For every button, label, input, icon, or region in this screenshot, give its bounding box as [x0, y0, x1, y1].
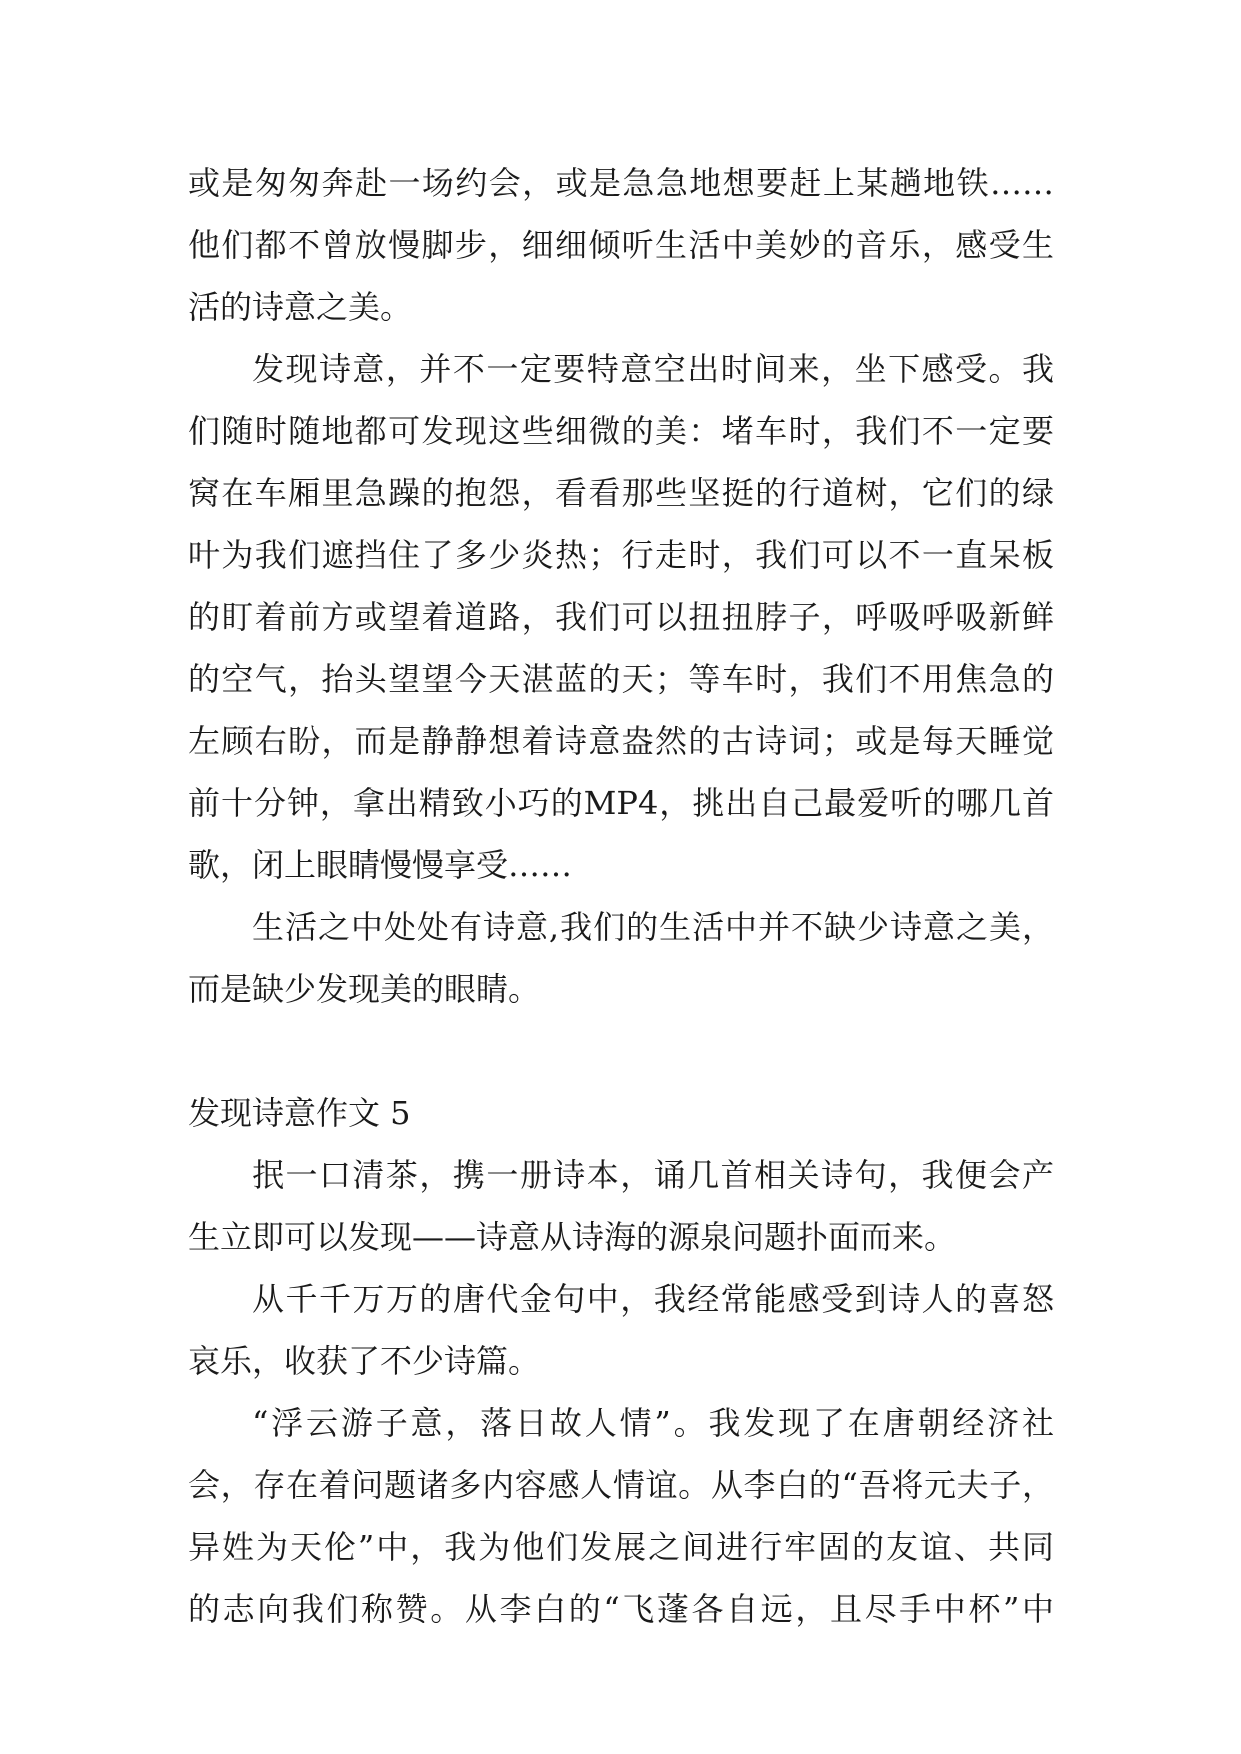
text-line: 哀乐，收获了不少诗篇。: [188, 1342, 541, 1380]
text-line: 活的诗意之美。: [188, 288, 413, 326]
text-line: 歌，闭上眼睛慢慢享受……: [188, 846, 573, 884]
text-line: 或是匆匆奔赴一场约会，或是急急地想要赶上某趟地铁……: [188, 164, 1054, 202]
document-page: [188, 152, 1054, 1640]
paragraph-5: [188, 1268, 1054, 1392]
text-line: 生立即可以发现——诗意从诗海的源泉问题扑面而来。: [188, 1218, 957, 1256]
paragraph-2: [188, 338, 1054, 896]
text-line: 他们都不曾放慢脚步，细细倾听生活中美妙的音乐，感受生: [188, 226, 1054, 264]
text-line: 会，存在着问题诸多内容感人情谊。从李白的“吾将元夫子，: [188, 1466, 1054, 1504]
text-line: 的志向我们称赞。从李白的“飞蓬各自远，且尽手中杯”中: [188, 1590, 1054, 1628]
text-line: 左顾右盼，而是静静想着诗意盎然的古诗词；或是每天睡觉: [188, 722, 1054, 760]
text-line: 发现诗意，并不一定要特意空出时间来，坐下感受。我: [252, 350, 1054, 388]
blank-line: [188, 1020, 1054, 1082]
text-line: “浮云游子意，落日故人情”。我发现了在唐朝经济社: [252, 1404, 1054, 1442]
text-line: 的空气，抬头望望今天湛蓝的天；等车时，我们不用焦急的: [188, 660, 1054, 698]
text-line: 抿一口清茶，携一册诗本，诵几首相关诗句，我便会产: [252, 1156, 1054, 1194]
text-line: 的盯着前方或望着道路，我们可以扭扭脖子，呼吸呼吸新鲜: [188, 598, 1054, 636]
text-line: 窝在车厢里急躁的抱怨，看看那些坚挺的行道树，它们的绿: [188, 474, 1054, 512]
paragraph-3: [188, 896, 1054, 1020]
text-line: 而是缺少发现美的眼睛。: [188, 970, 541, 1008]
text-line: 叶为我们遮挡住了多少炎热；行走时，我们可以不一直呆板: [188, 536, 1054, 574]
paragraph-6: [188, 1392, 1054, 1640]
text-line: 生活之中处处有诗意,我们的生活中并不缺少诗意之美，: [252, 908, 1054, 946]
text-line: 们随时随地都可发现这些细微的美：堵车时，我们不一定要: [188, 412, 1054, 450]
paragraph-1: [188, 152, 1054, 338]
paragraph-4: [188, 1144, 1054, 1268]
text-line: 从千千万万的唐代金句中，我经常能感受到诗人的喜怒: [252, 1280, 1054, 1318]
section-heading: 发现诗意作文 5: [188, 1094, 411, 1132]
text-line: 异姓为天伦”中，我为他们发展之间进行牢固的友谊、共同: [188, 1528, 1054, 1566]
text-line: 前十分钟，拿出精致小巧的MP4，挑出自己最爱听的哪几首: [188, 784, 1054, 822]
